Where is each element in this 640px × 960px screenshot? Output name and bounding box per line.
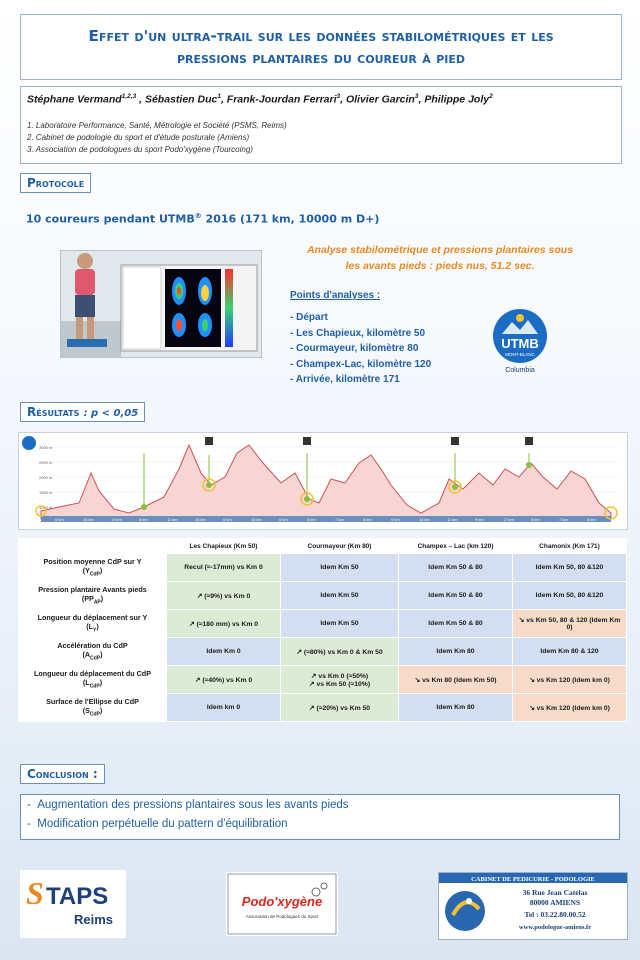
svg-text:36 Rue Jean Catelas: 36 Rue Jean Catelas (522, 888, 588, 897)
km-segment-label: 5 km (531, 517, 540, 522)
race-elevation-profile (18, 432, 628, 530)
table-row (19, 610, 627, 638)
km-segment-label: 10 km (111, 517, 122, 522)
km-segment-label: 7 km (559, 517, 568, 522)
table-cell: Idem Km 50 & 80 (399, 610, 513, 638)
km-segment-label: 14 km (419, 517, 430, 522)
altitude-label: 2000 m (39, 475, 53, 480)
table-cell: ↘ vs Km 120 (Idem km 0) (513, 666, 627, 694)
km-segment-label: 10 km (251, 517, 262, 522)
km-segment-label: 8 km (279, 517, 288, 522)
column-header: Champex – Lac (km 120) (399, 539, 513, 554)
runner-on-platform-image (61, 251, 261, 357)
table-cell: Idem Km 0 (167, 638, 281, 666)
row-header: Position moyenne CdP sur Y $(Y_{CdP})$ (19, 554, 167, 582)
svg-text:80000 AMIENS: 80000 AMIENS (529, 898, 581, 907)
affiliation-1: 1. Laboratoire Performance, Santé, Métrologie et Société (PSMS, Reims) (27, 121, 287, 130)
list-item: - Courmayeur, kilomètre 80 (290, 341, 431, 357)
staps-reims-logo (20, 870, 126, 938)
list-item: - Arrivée, kilomètre 171 (290, 372, 431, 388)
table-cell: Idem Km 50, 80 &120 (513, 582, 627, 610)
protocol-subjects: 10 coureurs pendant UTMB® 2016 (171 km, 10000 m D+) (26, 212, 380, 226)
altitude-label: 3000 m (39, 445, 53, 450)
svg-text:Columbia: Columbia (505, 367, 535, 374)
utmb-logo (492, 308, 548, 378)
points-title: Points d'analyses : (290, 290, 381, 301)
table-cell: Idem Km 80 (399, 638, 513, 666)
row-header: Surface de l'Ellipse du CdP $(S_{CdP})$ (19, 694, 167, 722)
list-item: - Champex-Lac, kilomètre 120 (290, 357, 431, 373)
author: Frank-Jourdan Ferrari (226, 93, 337, 106)
km-segment-label: 9 km (391, 517, 400, 522)
svg-text:TAPS: TAPS (46, 883, 109, 910)
authors-box (20, 86, 622, 164)
utmb-mini-logo (22, 436, 36, 450)
author: Olivier Garcin (345, 93, 415, 106)
author-list: Stéphane Vermand$^{1,2,3}$ , Sébastien Duc$^1$, Frank-Jourdan Ferrari$^3$, Olivier Garcin$^3$, Philippe Joly$^2$ (27, 93, 493, 106)
table-cell: Idem Km 50 (281, 610, 399, 638)
title-line-2: pressions plantaires du coureur à pied (176, 49, 466, 67)
podoxygene-logo (226, 872, 338, 936)
section-heading-results: Résultats : p < 0,05 (20, 402, 145, 422)
svg-text:Podo'xygène: Podo'xygène (241, 894, 323, 909)
title-box (20, 14, 622, 80)
table-cell: ↗ (≈9%) vs Km 0 (167, 582, 281, 610)
svg-text:Tel : 03.22.80.00.52: Tel : 03.22.80.00.52 (524, 910, 586, 919)
table-cell: Idem km 0 (167, 694, 281, 722)
km-segment-label: 11 km (167, 517, 178, 522)
elevation-chart (19, 433, 627, 529)
row-header: Longueur du déplacement sur Y $(L_Y)$ (19, 610, 167, 638)
table-cell: Recul (≈-17mm) vs Km 0 (167, 554, 281, 582)
km-segment-label: 8 km (139, 517, 148, 522)
table-cell: Idem Km 50 (281, 554, 399, 582)
column-header: Courmayeur (Km 80) (281, 539, 399, 554)
conclusion-box (20, 794, 620, 840)
section-heading-conclusion: Conclusion : (20, 764, 105, 784)
table-cell: Idem Km 50, 80 &120 (513, 554, 627, 582)
km-segment-label: 11 km (447, 517, 458, 522)
svg-text:Association de Podologues du S: Association de Podologues du Sport (245, 914, 319, 919)
table-cell: Idem Km 80 & 120 (513, 638, 627, 666)
column-header: Les Chapieux (Km 50) (167, 539, 281, 554)
list-item: - Départ (290, 310, 431, 326)
km-segment-label: 8 km (55, 517, 64, 522)
table-cell: Idem Km 50 & 80 (399, 582, 513, 610)
km-segment-label: 5 km (307, 517, 316, 522)
table-row (19, 666, 627, 694)
km-segment-label: 15 km (83, 517, 94, 522)
column-header: Chamonix (Km 171) (513, 539, 627, 554)
km-segment-label: 9 km (475, 517, 484, 522)
km-segment-label: 6 km (363, 517, 372, 522)
points-list (290, 310, 431, 388)
analysis-description: Analyse stabilométrique et pressions plantaires sous les avants pieds : pieds nus, 51.2 sec. (306, 244, 574, 272)
svg-text:CABINET DE PEDICURIE - PODOLOG: CABINET DE PEDICURIE - PODOLOGIE (471, 876, 595, 883)
km-segment-label: 17 km (503, 517, 514, 522)
altitude-label: 1000 m (39, 505, 53, 510)
km-segment-label: 15 km (195, 517, 206, 522)
author: Stéphane Vermand (27, 93, 122, 106)
km-segment-label: 7 km (335, 517, 344, 522)
table-cell: ↗ (≈40%) vs Km 0 (167, 666, 281, 694)
table-row (19, 638, 627, 666)
altitude-label: 2500 m (39, 460, 53, 465)
section-heading-protocol: Protocole (20, 173, 91, 193)
protocol-photo (60, 250, 262, 358)
affiliation-2: 2. Cabinet de podologie du sport et d'étude posturale (Amiens) (27, 133, 250, 142)
conclusion-item: - Augmentation des pressions plantaires sous les avants pieds (27, 799, 349, 811)
svg-text:UTMB: UTMB (501, 336, 539, 351)
results-table (18, 538, 627, 722)
author: Sébastien Duc (144, 93, 218, 106)
row-header: Longueur du déplacement du CdP $(L_{CdP})$ (19, 666, 167, 694)
table-cell: Idem Km 80 (399, 694, 513, 722)
row-header: Pression plantaire Avants pieds $(PP_{AP})$ (19, 582, 167, 610)
table-row (19, 554, 627, 582)
row-header: Accélération du CdP $(A_{CdP})$ (19, 638, 167, 666)
author: Philippe Joly (424, 93, 490, 106)
table-cell: ↗ vs Km 0 (≈50%) ↗ vs Km 50 (≈10%) (281, 666, 399, 694)
svg-text:www.podologue-amiens.fr: www.podologue-amiens.fr (518, 924, 592, 931)
table-cell: ↗ (≈80%) vs Km 0 & Km 50 (281, 638, 399, 666)
svg-text:MONT-BLANC: MONT-BLANC (505, 352, 535, 357)
table-cell: ↗ (≈180 mm) vs Km 0 (167, 610, 281, 638)
table-row (19, 694, 627, 722)
conclusion-item: - Modification perpétuelle du pattern d'équilibration (27, 818, 288, 830)
table-cell: Idem Km 50 (281, 582, 399, 610)
svg-text:S: S (26, 875, 44, 911)
table-cell: ↘ vs Km 50, 80 & 120 (Idem Km 0) (513, 610, 627, 638)
title-line-1: Effet d'un ultra-trail sur les données stabilométriques et les (88, 27, 554, 45)
svg-text:Reims: Reims (74, 912, 114, 927)
table-cell: ↘ vs Km 120 (Idem km 0) (513, 694, 627, 722)
altitude-label: 1500 m (39, 490, 53, 495)
affiliation-3: 3. Association de podologues du sport Podo'xygène (Tourcoing) (27, 145, 253, 154)
list-item: - Les Chapieux, kilomètre 50 (290, 326, 431, 342)
table-cell: ↘ vs Km 80 (Idem Km 50) (399, 666, 513, 694)
table-cell: Idem Km 50 & 80 (399, 554, 513, 582)
significance-note: : p < 0,05 (83, 408, 139, 419)
table-row (19, 582, 627, 610)
km-segment-label: 8 km (587, 517, 596, 522)
table-cell: ↗ (≈20%) vs Km 50 (281, 694, 399, 722)
cabinet-podologie-logo (438, 872, 628, 940)
km-segment-label: 8 km (223, 517, 232, 522)
